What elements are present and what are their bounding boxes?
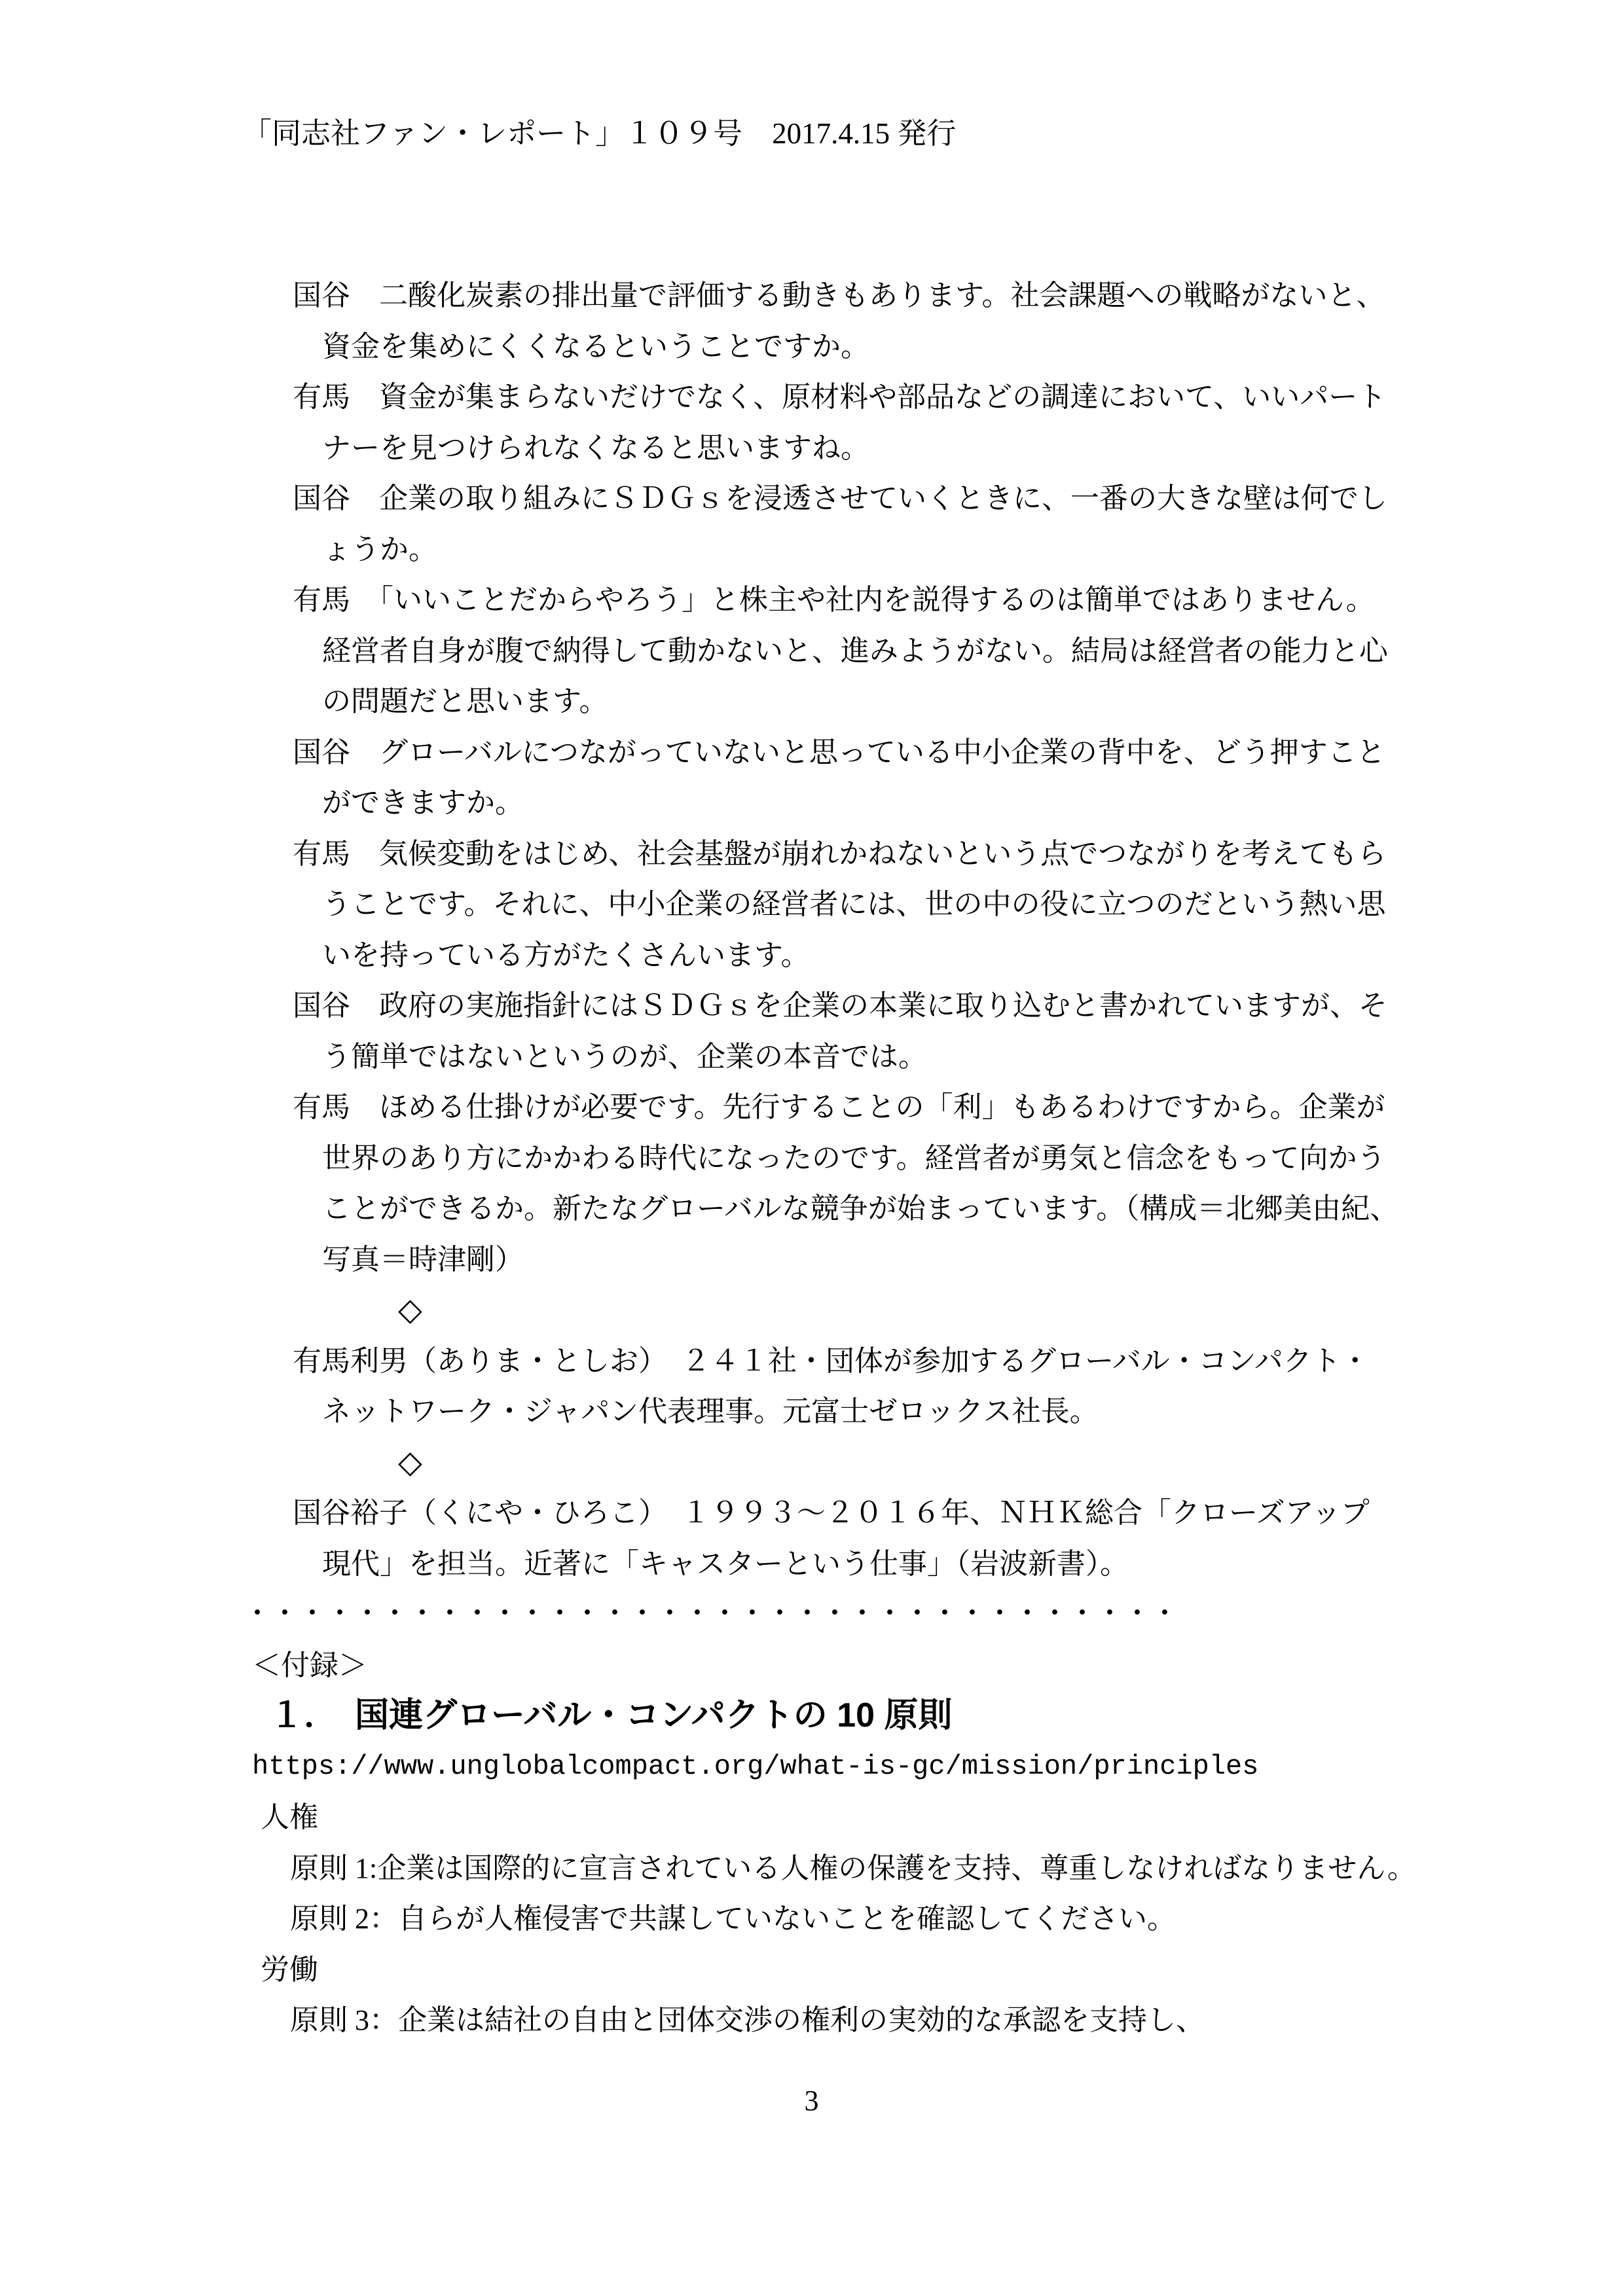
interview-line: 経営者自身が腹で納得して動かないと、進みようがない。結局は経営者の能力と心 bbox=[322, 634, 1388, 667]
profile-line-kuniya: 現代」を担当。近著に「キャスターという仕事」（岩波新書）。 bbox=[322, 1547, 1129, 1580]
appendix-url: https://www.unglobalcompact.org/what-is-gc/mission/principles bbox=[252, 1750, 1259, 1782]
page-number: 3 bbox=[804, 2085, 819, 2117]
section-title-labour: 労働 bbox=[261, 1953, 318, 1986]
interview-line: ナーを見つけられなくなると思いますね。 bbox=[322, 431, 869, 464]
interview-line: 有馬 資金が集まらないだけでなく、原材料や部品などの調達において、いいパート bbox=[293, 381, 1387, 413]
interview-line: ができますか。 bbox=[322, 787, 524, 819]
interview-line: ことができるか。新たなグローバルな競争が始まっています。（構成＝北郷美由紀、 bbox=[322, 1193, 1399, 1225]
interview-line: 国谷 企業の取り組みにＳＤＧｓを浸透させていくときに、一番の大きな壁は何でし bbox=[293, 482, 1387, 514]
diamond-separator: ◇ bbox=[398, 1293, 422, 1327]
principle-1: 原則 1:企業は国際的に宣言されている人権の保護を支持、尊重しなければなりません。 bbox=[290, 1852, 1416, 1884]
appendix-heading: １． 国連グローバル・コンパクトの 10 原則 bbox=[270, 1696, 953, 1734]
dotted-separator: ・・・・・・・・・・・・・・・・・・・・・・・・・・・・・・・・・・ bbox=[244, 1599, 1179, 1629]
interview-line: ょうか。 bbox=[322, 533, 437, 565]
interview-line: 国谷 二酸化炭素の排出量で評価する動きもあります。社会課題への戦略がないと、 bbox=[293, 279, 1385, 312]
interview-line: うことです。それに、中小企業の経営者には、世の中の役に立つのだという熱い思 bbox=[322, 888, 1386, 920]
interview-line: 写真＝時津剛） bbox=[322, 1243, 524, 1276]
document-header: 「同志社ファン・レポート」１０９号 2017.4.15 発行 bbox=[242, 117, 957, 150]
interview-line: う簡単ではないというのが、企業の本音では。 bbox=[322, 1040, 927, 1073]
interview-line: 有馬 ほめる仕掛けが必要です。先行することの「利」もあるわけですから。企業が bbox=[293, 1091, 1385, 1123]
principle-3: 原則 3：企業は結社の自由と団体交渉の権利の実効的な承認を支持し、 bbox=[290, 2004, 1205, 2036]
document-body bbox=[0, 270, 1623, 2046]
profile-line-arima: 有馬利男（ありま・としお） ２４１社・団体が参加するグローバル・コンパクト・ bbox=[293, 1344, 1370, 1377]
interview-line: 有馬 「いいことだからやろう」と株主や社内を説得するのは簡単ではありません。 bbox=[293, 584, 1375, 616]
section-title-human-rights: 人権 bbox=[261, 1801, 318, 1833]
profile-line-kuniya: 国谷裕子（くにや・ひろこ） １９９３～２０１６年、ＮＨＫ総合「クローズアップ bbox=[293, 1497, 1370, 1529]
principle-2: 原則 2：自らが人権侵害で共謀していないことを確認してください。 bbox=[290, 1903, 1176, 1935]
interview-line: いを持っている方がたくさんいます。 bbox=[322, 939, 810, 971]
interview-line: 世界のあり方にかかわる時代になったのです。経営者が勇気と信念をもって向かう bbox=[322, 1141, 1386, 1174]
diamond-separator: ◇ bbox=[398, 1444, 422, 1480]
interview-line: 国谷 グローバルにつながっていないと思っている中小企業の背中を、どう押すこと bbox=[293, 736, 1385, 768]
interview-line: 国谷 政府の実施指針にはＳＤＧｓを企業の本業に取り込むと書かれていますが、そ bbox=[293, 990, 1387, 1022]
interview-line: の問題だと思います。 bbox=[322, 685, 608, 717]
interview-line: 資金を集めにくくなるということですか。 bbox=[322, 330, 869, 363]
appendix-label: ＜付録＞ bbox=[252, 1649, 367, 1681]
interview-line: 有馬 気候変動をはじめ、社会基盤が崩れかねないという点でつながりを考えてもら bbox=[293, 837, 1387, 870]
profile-line-arima: ネットワーク・ジャパン代表理事。元富士ゼロックス社長。 bbox=[322, 1395, 1099, 1427]
